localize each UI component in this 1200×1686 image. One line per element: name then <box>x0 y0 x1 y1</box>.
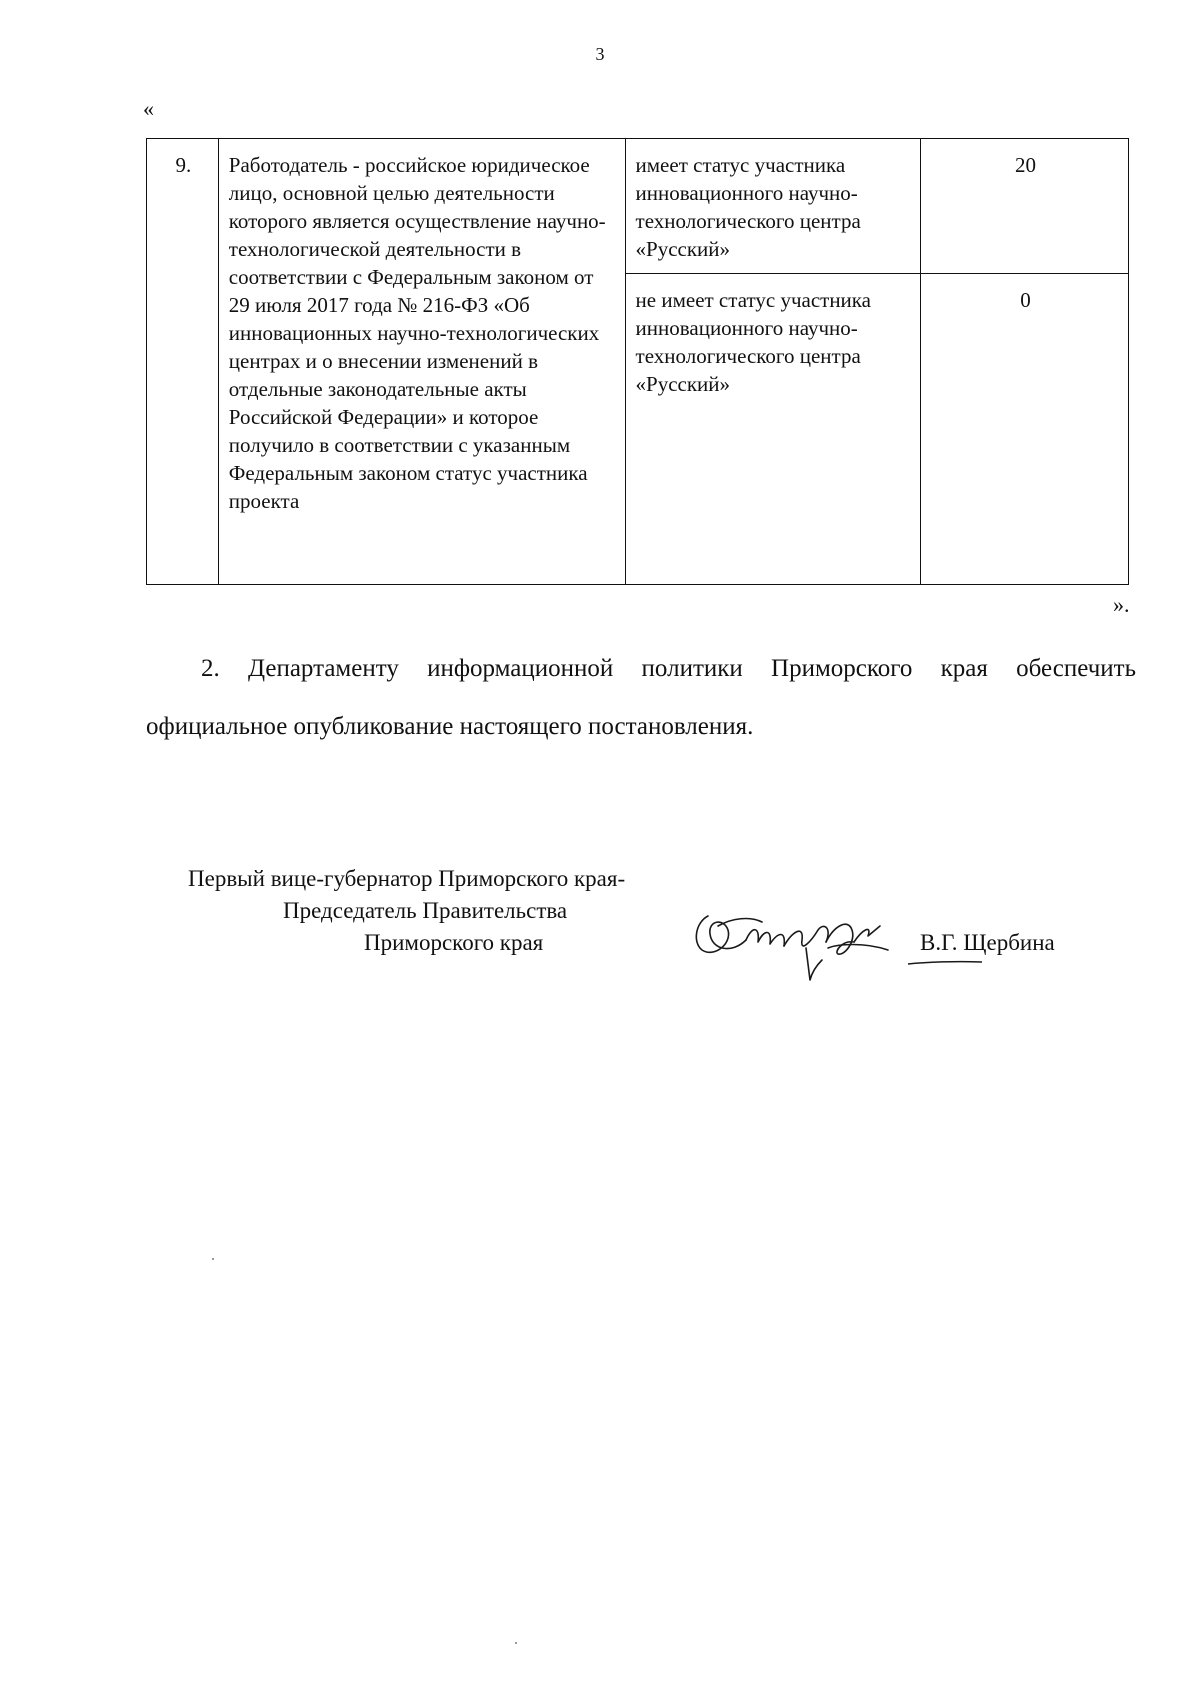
status-cell: имеет статус участника инновационного научно-технологического центра «Русский» <box>625 139 920 274</box>
signature-underline <box>906 958 986 978</box>
signatory-name: В.Г. Щербина <box>920 930 1055 955</box>
row-number: 9. <box>147 139 219 585</box>
score-cell: 0 <box>920 274 1128 585</box>
criteria-table <box>146 138 1129 585</box>
row-description: Работодатель - российское юридическое лицо, основной целью деятельности которого является осуществление научно-технологической деятельности в соответствии с Федеральным законом от 29 июля 2017 года № 216-ФЗ «Об инновационных научно-технологических центрах и о внесении изменений в отдельные законодательные акты Российской Федерации» и которое получило в соответствии с указанным Федеральным законом статус участника проекта <box>218 139 625 585</box>
status-cell: не имеет статус участника инновационного научно-технологического центра «Русский» <box>625 274 920 585</box>
signatory-title-line-1: Первый вице-губернатор Приморского края- <box>188 866 626 891</box>
scan-speck <box>212 1258 214 1260</box>
handwritten-signature <box>688 896 918 996</box>
scan-speck <box>515 1642 517 1644</box>
closing-quote: ». <box>1113 592 1130 617</box>
signatory-title-line-3: Приморского края <box>364 930 544 955</box>
paragraph-2: 2. Департаменту информационной политики Приморского края обеспечить официальное опубликование настоящего постановления. <box>146 655 1136 740</box>
signatory-title-line-2: Председатель Правительства <box>283 898 568 923</box>
page-number: 3 <box>595 44 605 64</box>
opening-quote: « <box>143 96 154 121</box>
score-cell: 20 <box>920 139 1128 274</box>
table-row <box>147 139 1129 274</box>
